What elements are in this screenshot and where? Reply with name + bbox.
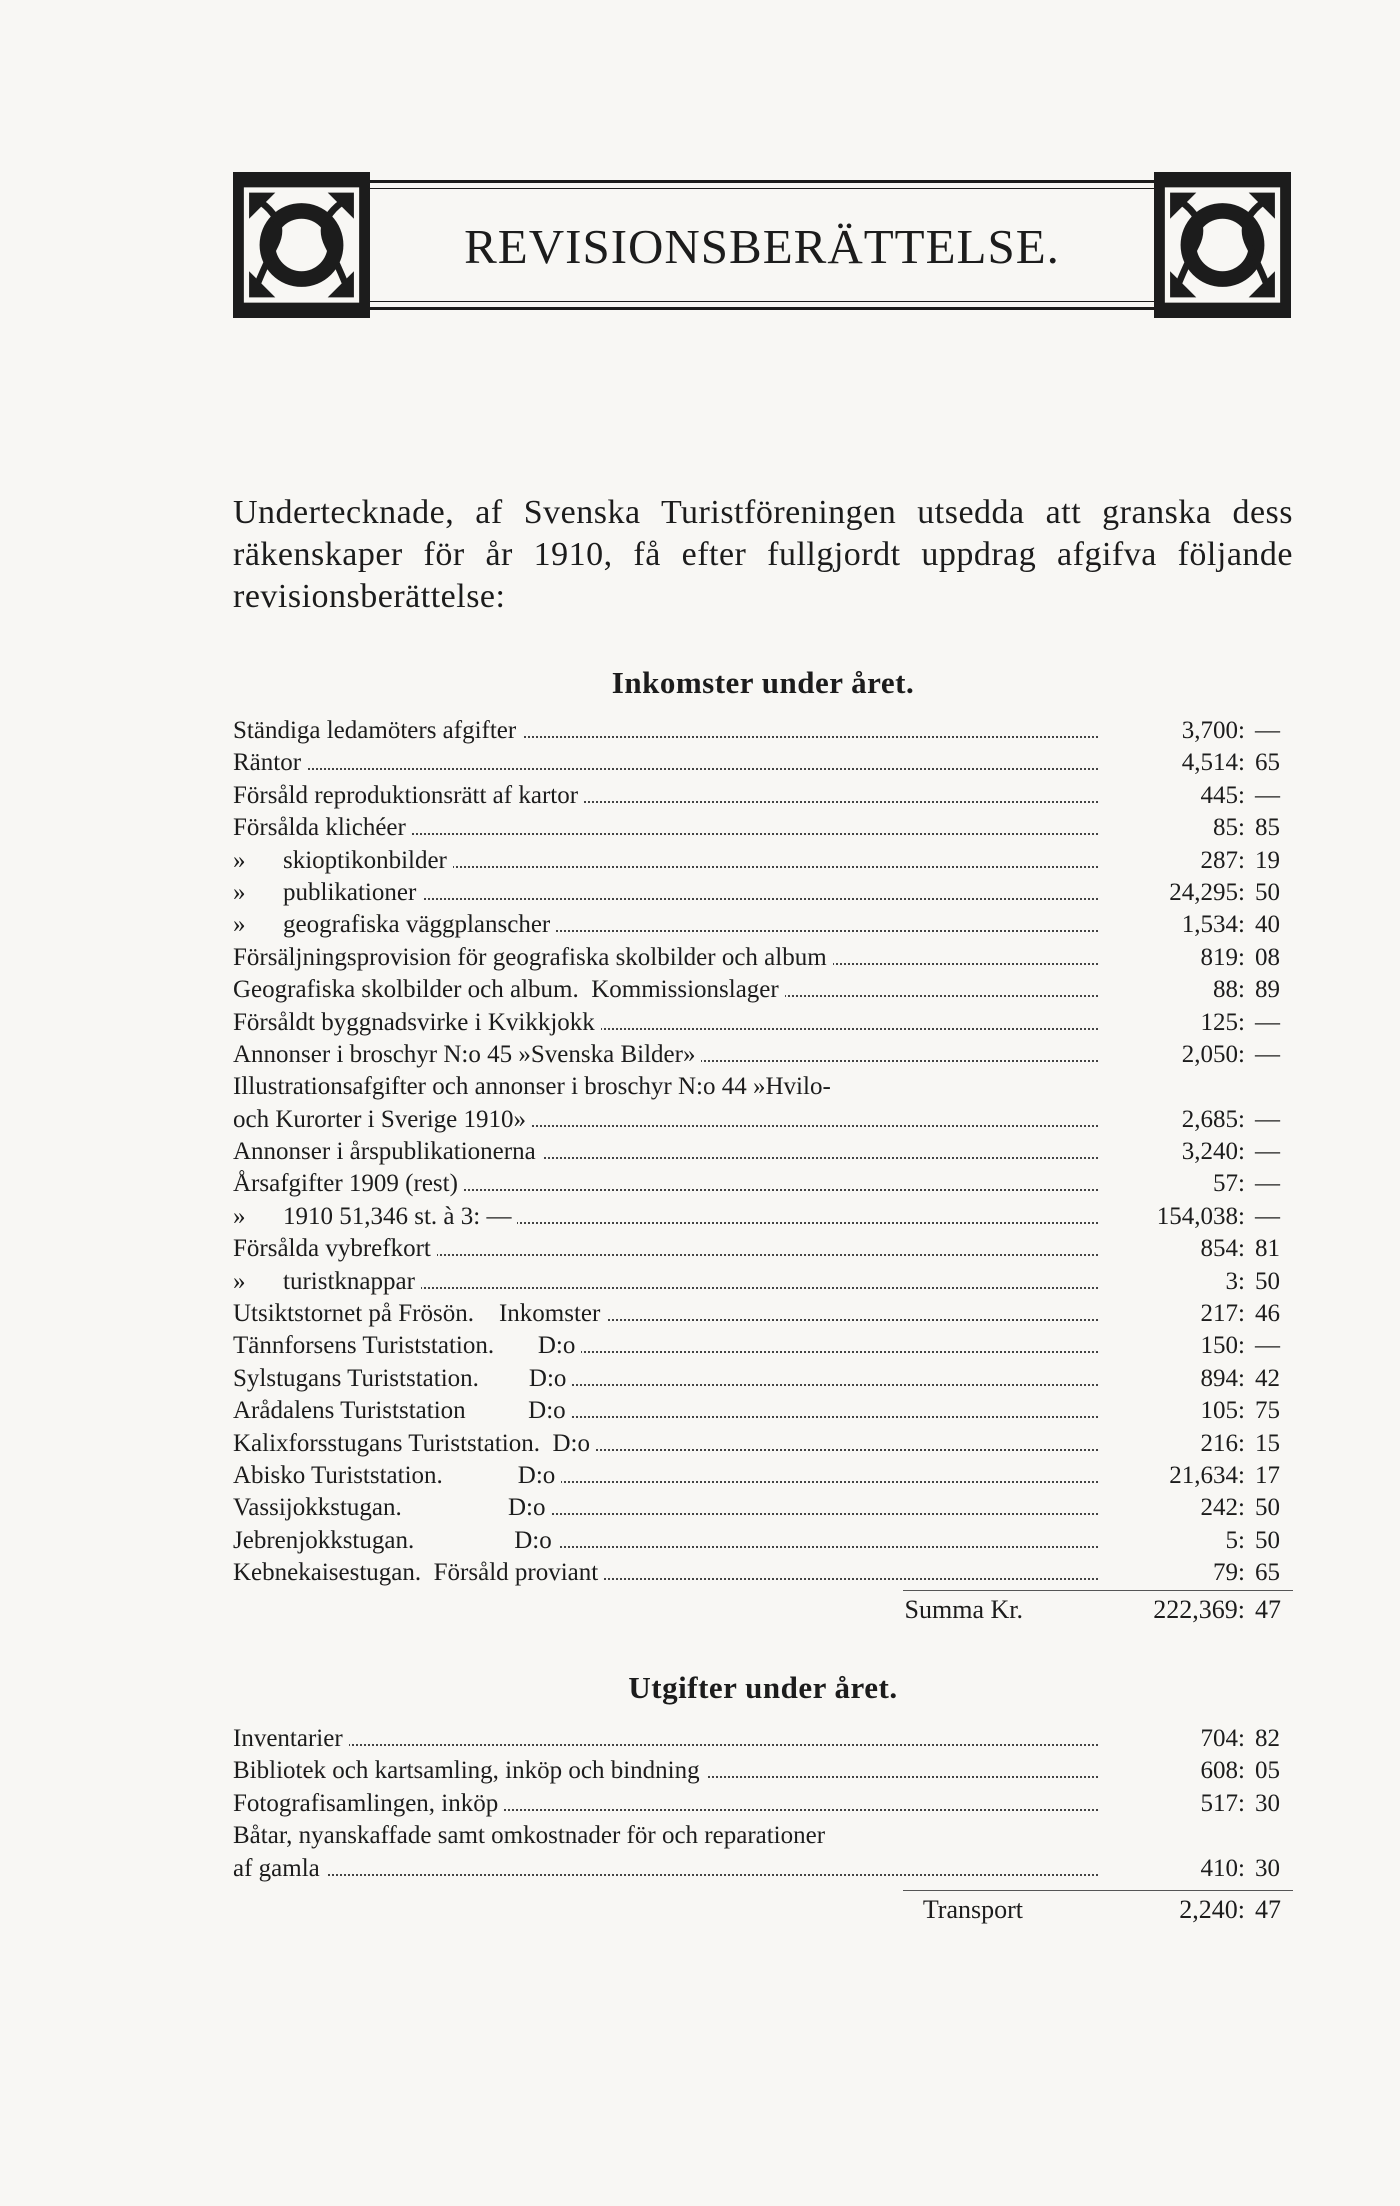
income-ore: — [1255, 1170, 1280, 1198]
sum-row [233, 1590, 1293, 1632]
income-amount: 3,700: [1181, 717, 1245, 744]
income-row [233, 1492, 1293, 1524]
income-description: » publikationer [233, 879, 422, 906]
income-ore: — [1255, 1105, 1280, 1133]
ornament-left-icon [233, 172, 370, 318]
income-sum [233, 1590, 1293, 1632]
expense-description-cell [233, 1820, 1098, 1852]
expense-row [233, 1853, 1293, 1885]
income-description-cell [233, 1330, 1098, 1362]
income-description-cell [233, 1395, 1098, 1427]
expense-row [233, 1788, 1293, 1820]
income-ore: — [1255, 717, 1280, 744]
expense-amount: 704: [1200, 1725, 1245, 1752]
expense-ore: 30 [1255, 1854, 1280, 1882]
income-description: Annonser i broschyr N:o 45 »Svenska Bilder» [233, 1041, 701, 1068]
income-ore: 75 [1255, 1397, 1280, 1425]
income-ore: 85 [1255, 814, 1280, 842]
income-ledger [233, 715, 1293, 1590]
income-row [233, 715, 1293, 747]
income-description: Försålda vybrefkort [233, 1235, 437, 1262]
expense-ore: 30 [1255, 1789, 1280, 1817]
sum-label: Summa Kr. [904, 1595, 1023, 1624]
expenses-heading: Utgifter under året. [628, 1670, 898, 1705]
income-ore: 17 [1255, 1461, 1280, 1489]
income-heading: Inkomster under året. [611, 665, 915, 700]
income-row [233, 747, 1293, 779]
income-description-cell [233, 812, 1098, 844]
income-ore: 50 [1255, 878, 1280, 906]
income-description: Kalixforsstugans Turiststation. D:o [233, 1430, 596, 1457]
income-description: » 1910 51,346 st. à 3: — [233, 1203, 517, 1230]
income-description-cell [233, 942, 1098, 974]
expense-description: Inventarier [233, 1725, 349, 1752]
income-row [233, 812, 1293, 844]
income-description: Jebrenjokkstugan. D:o [233, 1527, 558, 1554]
transport-row [233, 1890, 1293, 1932]
income-description-cell [233, 715, 1098, 747]
income-amount: 2,685: [1181, 1105, 1245, 1133]
income-amount: 88: [1213, 976, 1245, 1004]
expenses-ledger [233, 1723, 1293, 1885]
income-row [233, 877, 1293, 909]
income-ore: — [1255, 1138, 1280, 1166]
income-amount: 894: [1200, 1364, 1245, 1392]
income-amount: 125: [1200, 1008, 1245, 1036]
income-row [233, 1363, 1293, 1395]
page-title: REVISIONSBERÄTTELSE. [464, 219, 1060, 274]
income-description: Ständiga ledamöters afgifter [233, 717, 522, 744]
income-description-cell [233, 877, 1098, 909]
dot-leader [233, 768, 1098, 770]
income-ore: — [1255, 1202, 1280, 1230]
income-ore: 40 [1255, 911, 1280, 939]
income-amount: 85: [1213, 814, 1245, 842]
income-description-cell [233, 845, 1098, 877]
income-row [233, 780, 1293, 812]
income-description-cell [233, 1557, 1098, 1589]
income-row [233, 1330, 1293, 1362]
income-description: Räntor [233, 749, 307, 776]
expense-description: af gamla [233, 1855, 326, 1882]
expense-ore: 05 [1255, 1757, 1280, 1785]
income-description-cell [233, 1168, 1098, 1200]
income-description-cell [233, 1039, 1098, 1071]
income-ore: 46 [1255, 1300, 1280, 1328]
income-amount: 242: [1200, 1494, 1245, 1522]
income-row [233, 909, 1293, 941]
income-row [233, 1298, 1293, 1330]
expense-amount: 410: [1200, 1854, 1245, 1882]
expense-row [233, 1820, 1293, 1852]
income-ore: 50 [1255, 1526, 1280, 1554]
transport-amount: 2,240: [1179, 1895, 1245, 1924]
income-description-cell [233, 1007, 1098, 1039]
income-row [233, 1136, 1293, 1168]
income-description: Försåldt byggnadsvirke i Kvikkjokk [233, 1009, 601, 1036]
expense-description-cell [233, 1723, 1098, 1755]
ornament-right-icon [1154, 172, 1291, 318]
income-row [233, 1266, 1293, 1298]
income-ore: 42 [1255, 1364, 1280, 1392]
income-amount: 79: [1213, 1559, 1245, 1587]
income-description-cell [233, 1298, 1098, 1330]
income-description-cell [233, 1071, 1098, 1103]
income-description: Utsiktstornet på Frösön. Inkomster [233, 1300, 606, 1327]
income-description: » geografiska väggplanscher [233, 911, 556, 938]
expense-row [233, 1755, 1293, 1787]
income-amount: 3: [1225, 1267, 1245, 1295]
income-description-cell [233, 1525, 1098, 1557]
income-description-cell [233, 1460, 1098, 1492]
title-band [370, 180, 1154, 310]
income-row [233, 1201, 1293, 1233]
income-amount: 21,634: [1169, 1461, 1245, 1489]
income-row [233, 1460, 1293, 1492]
income-row [233, 1104, 1293, 1136]
income-description-cell [233, 747, 1098, 779]
income-description: Försålda klichéer [233, 814, 412, 841]
income-amount: 287: [1200, 846, 1245, 874]
income-row [233, 1233, 1293, 1265]
income-description-cell [233, 1266, 1098, 1298]
sum-ore: 47 [1255, 1595, 1281, 1624]
dot-leader [233, 1744, 1098, 1746]
income-row [233, 1428, 1293, 1460]
intro-paragraph: Undertecknade, af Svenska Turistföreningen utsedda att granska dess räkenskaper för år 1910, få efter fullgjordt uppdrag afgifva följande revisionsberättelse: [233, 494, 1293, 615]
income-amount: 216: [1200, 1429, 1245, 1457]
income-description: Försäljningsprovision för geografiska skolbilder och album [233, 944, 833, 971]
income-amount: 445: [1200, 781, 1245, 809]
income-amount: 217: [1200, 1300, 1245, 1328]
income-amount: 1,534: [1181, 911, 1245, 939]
income-description: Försåld reproduktionsrätt af kartor [233, 782, 584, 809]
income-description-cell [233, 1201, 1098, 1233]
income-amount: 819: [1200, 943, 1245, 971]
income-amount: 150: [1200, 1332, 1245, 1360]
expense-description-cell [233, 1853, 1098, 1885]
income-row [233, 1039, 1293, 1071]
income-row [233, 1007, 1293, 1039]
expense-amount: 608: [1200, 1757, 1245, 1785]
income-ore: 81 [1255, 1235, 1280, 1263]
income-amount: 854: [1200, 1235, 1245, 1263]
income-amount: 24,295: [1169, 878, 1245, 906]
expense-row [233, 1723, 1293, 1755]
income-ore: — [1255, 1008, 1280, 1036]
income-amount: 105: [1200, 1397, 1245, 1425]
income-amount: 154,038: [1156, 1202, 1245, 1230]
income-description: Årsafgifter 1909 (rest) [233, 1170, 464, 1197]
expense-amount: 517: [1200, 1789, 1245, 1817]
income-ore: 65 [1255, 749, 1280, 777]
income-description: Abisko Turiststation. D:o [233, 1462, 561, 1489]
income-ore: 15 [1255, 1429, 1280, 1457]
income-ore: — [1255, 781, 1280, 809]
transport-label: Transport [922, 1895, 1023, 1924]
sum-amount: 222,369: [1153, 1595, 1245, 1624]
income-description-cell [233, 1136, 1098, 1168]
income-ore: 65 [1255, 1559, 1280, 1587]
expense-description: Fotografisamlingen, inköp [233, 1790, 504, 1817]
income-row [233, 974, 1293, 1006]
income-description: » turistknappar [233, 1268, 421, 1295]
dot-leader [233, 1874, 1098, 1876]
income-description: Arådalens Turiststation D:o [233, 1397, 572, 1424]
income-ore: 50 [1255, 1494, 1280, 1522]
income-description: och Kurorter i Sverige 1910» [233, 1106, 532, 1133]
income-amount: 4,514: [1181, 749, 1245, 777]
income-description-cell [233, 780, 1098, 812]
income-ore: — [1255, 1332, 1280, 1360]
income-row [233, 1395, 1293, 1427]
transport-ore: 47 [1255, 1895, 1281, 1924]
income-ore: 50 [1255, 1267, 1280, 1295]
income-ore: 19 [1255, 846, 1280, 874]
income-row [233, 1168, 1293, 1200]
income-description: Tännforsens Turiststation. D:o [233, 1332, 581, 1359]
expense-ore: 82 [1255, 1725, 1280, 1752]
title-banner [233, 172, 1291, 318]
income-description: Kebnekaisestugan. Försåld proviant [233, 1559, 604, 1586]
income-description-cell [233, 974, 1098, 1006]
income-description-cell [233, 1428, 1098, 1460]
expense-description-cell [233, 1788, 1098, 1820]
income-amount: 5: [1225, 1526, 1245, 1554]
expense-description-cell [233, 1755, 1098, 1787]
income-amount: 2,050: [1181, 1040, 1245, 1068]
income-description-cell [233, 1492, 1098, 1524]
income-row [233, 942, 1293, 974]
income-ore: 08 [1255, 943, 1280, 971]
expense-description: Bibliotek och kartsamling, inköp och bindning [233, 1757, 706, 1784]
income-description: » skioptikonbilder [233, 847, 453, 874]
income-ore: — [1255, 1040, 1280, 1068]
income-row [233, 1525, 1293, 1557]
income-description-cell [233, 909, 1098, 941]
income-description: Vassijokkstugan. D:o [233, 1494, 552, 1521]
income-amount: 57: [1213, 1170, 1245, 1198]
income-description: Sylstugans Turiststation. D:o [233, 1365, 572, 1392]
income-row [233, 845, 1293, 877]
income-row [233, 1557, 1293, 1589]
income-description: Illustrationsafgifter och annonser i broschyr N:o 44 »Hvilo- [233, 1073, 837, 1100]
income-row [233, 1071, 1293, 1103]
transport-sum [233, 1890, 1293, 1932]
income-description: Annonser i årspublikationerna [233, 1138, 542, 1165]
income-ore: 89 [1255, 976, 1280, 1004]
income-description: Geografiska skolbilder och album. Kommissionslager [233, 976, 785, 1003]
income-description-cell [233, 1363, 1098, 1395]
income-description-cell [233, 1104, 1098, 1136]
income-amount: 3,240: [1181, 1138, 1245, 1166]
income-description-cell [233, 1233, 1098, 1265]
expense-description: Båtar, nyanskaffade samt omkostnader för och reparationer [233, 1822, 831, 1849]
